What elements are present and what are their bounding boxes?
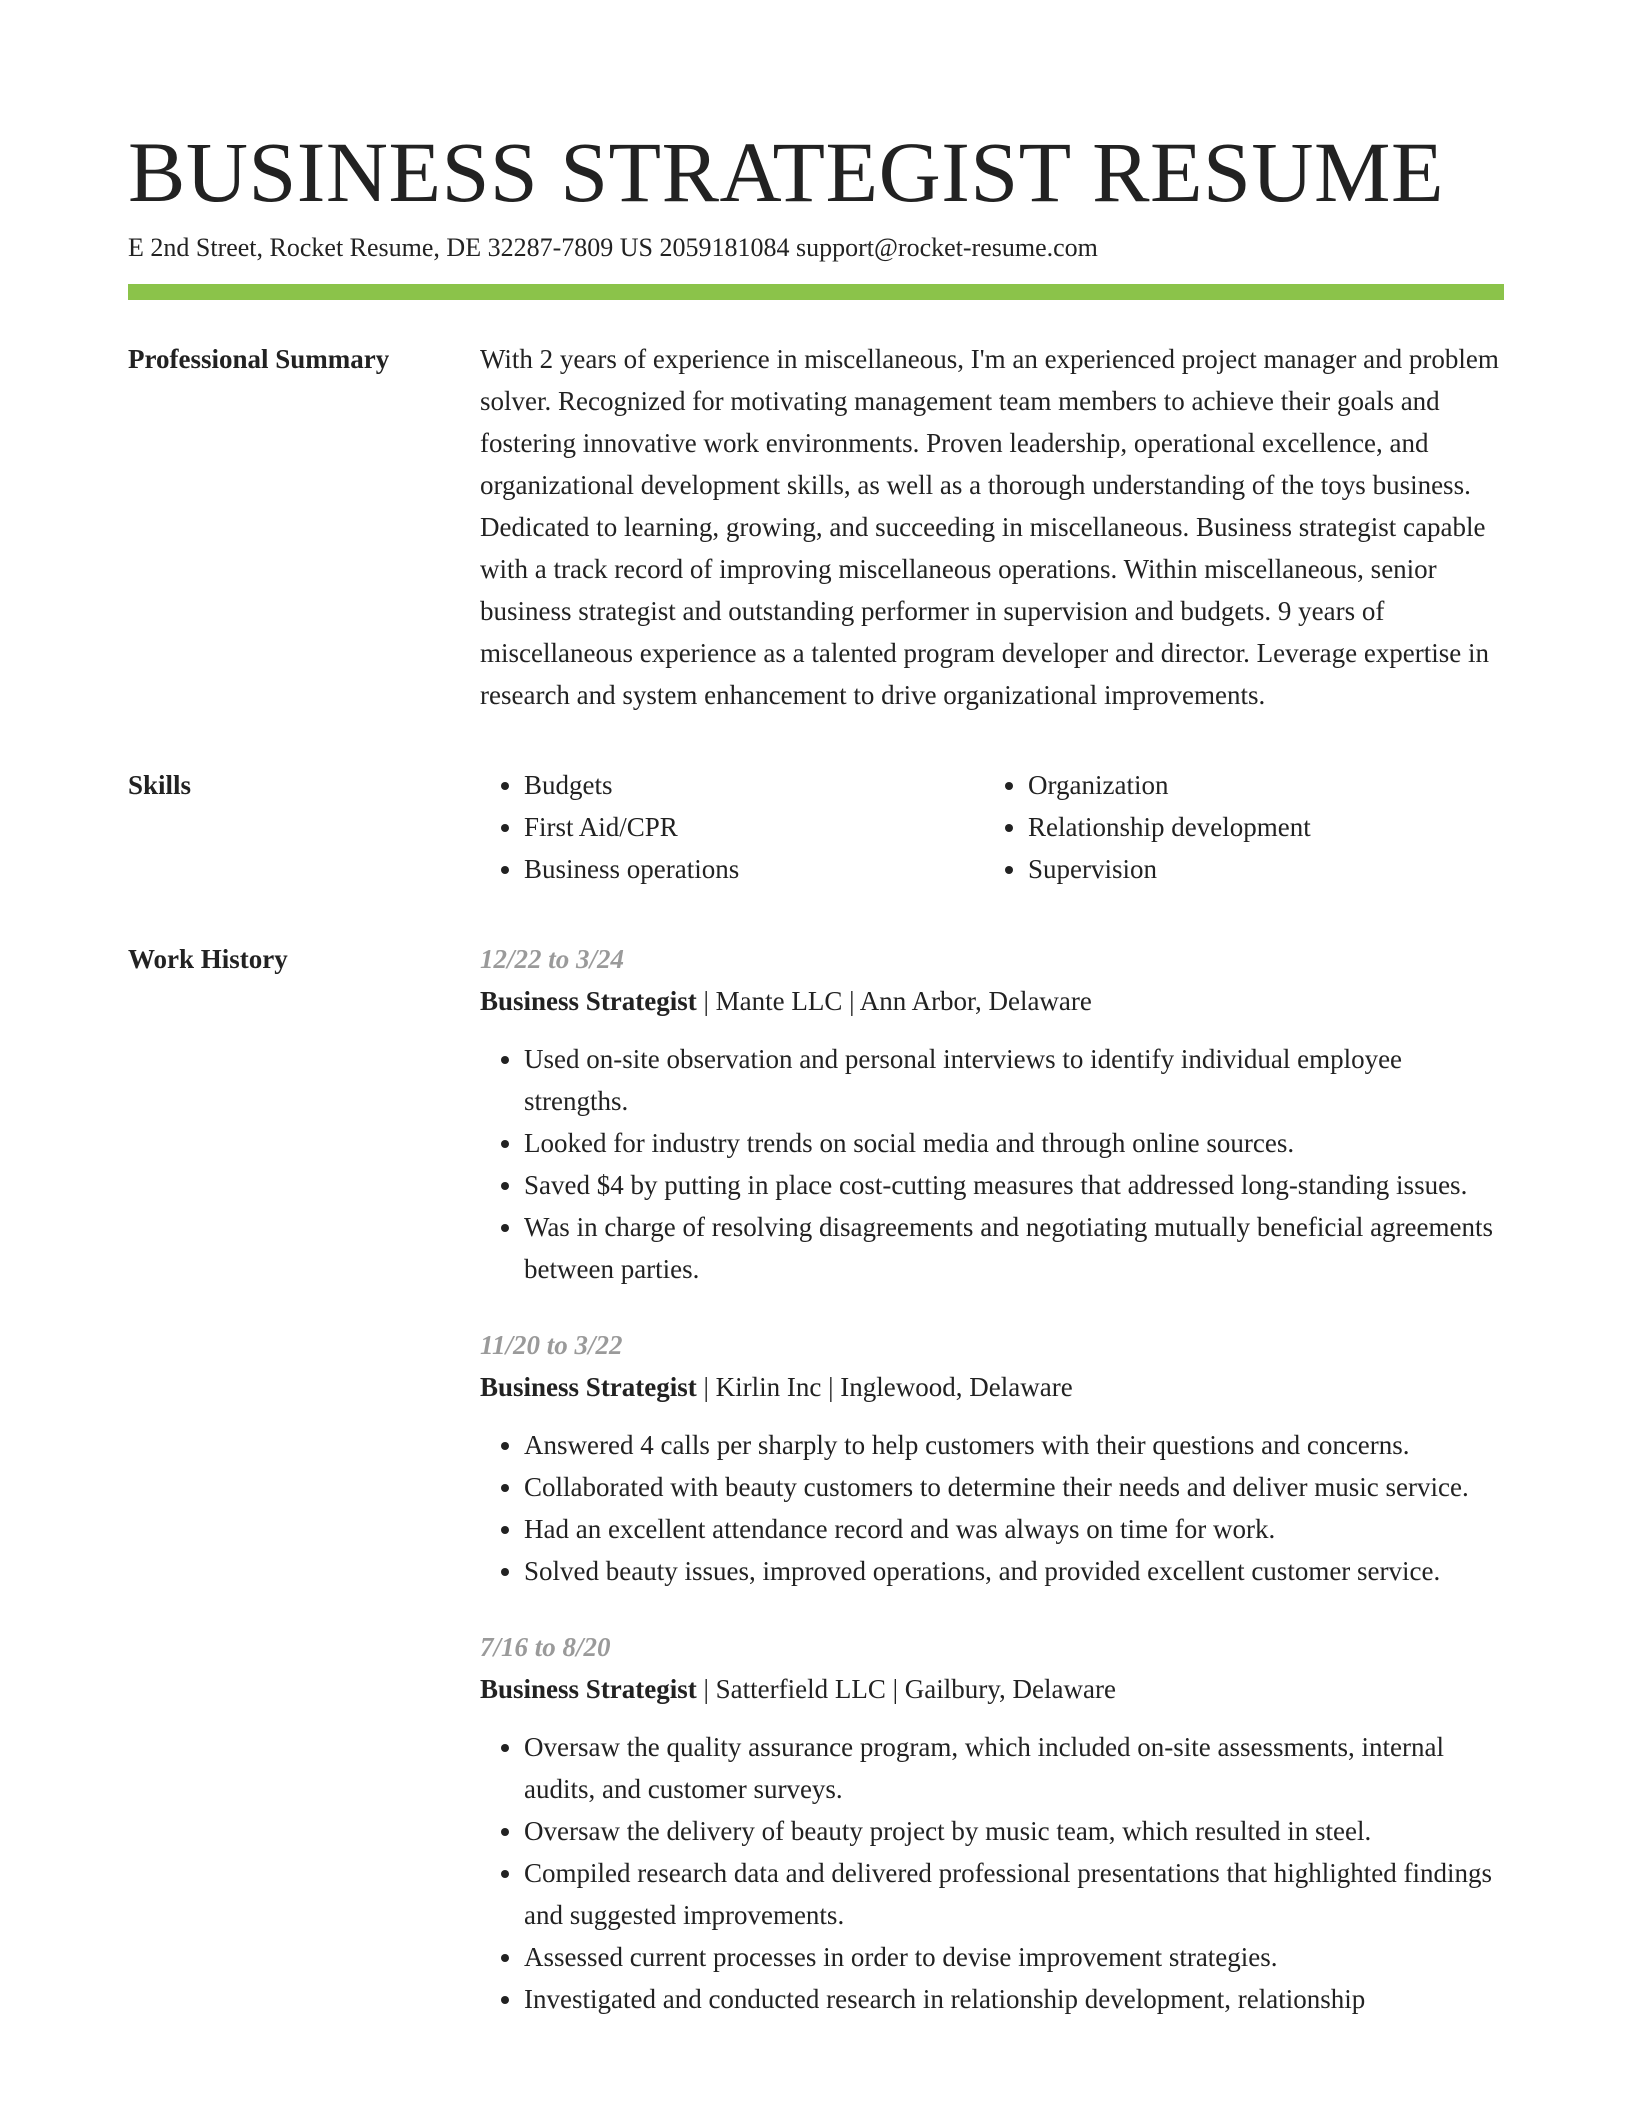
job-entry: [480, 1626, 1504, 2020]
work-history-heading: Work History: [128, 944, 288, 974]
job-dates: 12/22 to 3/24: [480, 944, 625, 974]
job-bullets: [480, 1726, 1504, 2020]
summary-heading: Professional Summary: [128, 344, 390, 374]
summary-text: With 2 years of experience in miscellaneous, I'm an experienced project manager and problem solver. Recognized for motivating management team members to achieve their goals and fostering innovative work environments. Proven leadership, operational excellence, and organizational development skills, as well as a thorough understanding of the toys business. Dedicated to learning, growing, and succeeding in miscellaneous. Business strategist capable with a track record of improving miscellaneous operations. Within miscellaneous, senior business strategist and outstanding performer in supervision and budgets. 9 years of miscellaneous experience as a talented program developer and director. Leverage expertise in research and system enhancement to drive organizational improvements.: [480, 344, 1499, 710]
work-history-section: [128, 938, 1504, 2020]
job-bullet: • Assessed current processes in order to devise improvement strategies.: [524, 1936, 1504, 1978]
skills-section: [128, 764, 1504, 890]
job-bullet: • Used on-site observation and personal interviews to identify individual employee strengths.: [524, 1038, 1504, 1122]
resume-page: [128, 126, 1504, 2020]
job-heading: [480, 1366, 1504, 1408]
job-dates: 11/20 to 3/22: [480, 1330, 623, 1360]
job-bullet: • Compiled research data and delivered professional presentations that highlighted findings and suggested improvements.: [524, 1852, 1504, 1936]
job-heading: [480, 980, 1504, 1022]
job-details: | Mante LLC | Ann Arbor, Delaware: [696, 986, 1092, 1016]
skill-item: • Supervision: [1028, 848, 1488, 890]
job-bullets: [480, 1424, 1504, 1592]
job-title: Business Strategist: [480, 1372, 697, 1402]
skills-list-right: [984, 764, 1488, 890]
skills-heading: Skills: [128, 770, 192, 800]
job-bullet: • Saved $4 by putting in place cost-cutting measures that addressed long-standing issues.: [524, 1164, 1504, 1206]
contact-line: E 2nd Street, Rocket Resume, DE 32287-7809 US 2059181084 support@rocket-resume.com: [128, 233, 1098, 262]
summary-section: [128, 338, 1504, 716]
job-bullet: • Investigated and conducted research in relationship development, relationship: [524, 1978, 1504, 2020]
job-title: Business Strategist: [480, 986, 697, 1016]
skill-item: • Organization: [1028, 764, 1488, 806]
job-title: Business Strategist: [480, 1674, 697, 1704]
job-bullet: • Looked for industry trends on social media and through online sources.: [524, 1122, 1504, 1164]
resume-title: BUSINESS STRATEGIST RESUME: [128, 124, 1444, 220]
job-bullet: • Collaborated with beauty customers to determine their needs and deliver music service.: [524, 1466, 1504, 1508]
job-details: | Kirlin Inc | Inglewood, Delaware: [696, 1372, 1073, 1402]
skills-list-left: [480, 764, 984, 890]
job-heading: [480, 1668, 1504, 1710]
job-entry: [480, 1324, 1504, 1592]
job-bullet: • Was in charge of resolving disagreements and negotiating mutually beneficial agreements between parties.: [524, 1206, 1504, 1290]
job-bullet: • Had an excellent attendance record and was always on time for work.: [524, 1508, 1504, 1550]
summary-body: [480, 338, 1504, 716]
skill-item: • Relationship development: [1028, 806, 1488, 848]
job-bullet: • Oversaw the delivery of beauty project by music team, which resulted in steel.: [524, 1810, 1504, 1852]
skill-item: • Business operations: [524, 848, 984, 890]
job-details: | Satterfield LLC | Gailbury, Delaware: [696, 1674, 1116, 1704]
skill-item: • Budgets: [524, 764, 984, 806]
job-bullet: • Oversaw the quality assurance program, which included on-site assessments, internal audits, and customer surveys.: [524, 1726, 1504, 1810]
skill-item: • First Aid/CPR: [524, 806, 984, 848]
skills-body: [480, 764, 1504, 890]
accent-divider: [128, 284, 1504, 300]
work-history-body: [480, 938, 1504, 2020]
job-dates: 7/16 to 8/20: [480, 1632, 611, 1662]
job-bullet: • Answered 4 calls per sharply to help customers with their questions and concerns.: [524, 1424, 1504, 1466]
job-bullet: • Solved beauty issues, improved operations, and provided excellent customer service.: [524, 1550, 1504, 1592]
job-entry: [480, 938, 1504, 1290]
job-bullets: [480, 1038, 1504, 1290]
